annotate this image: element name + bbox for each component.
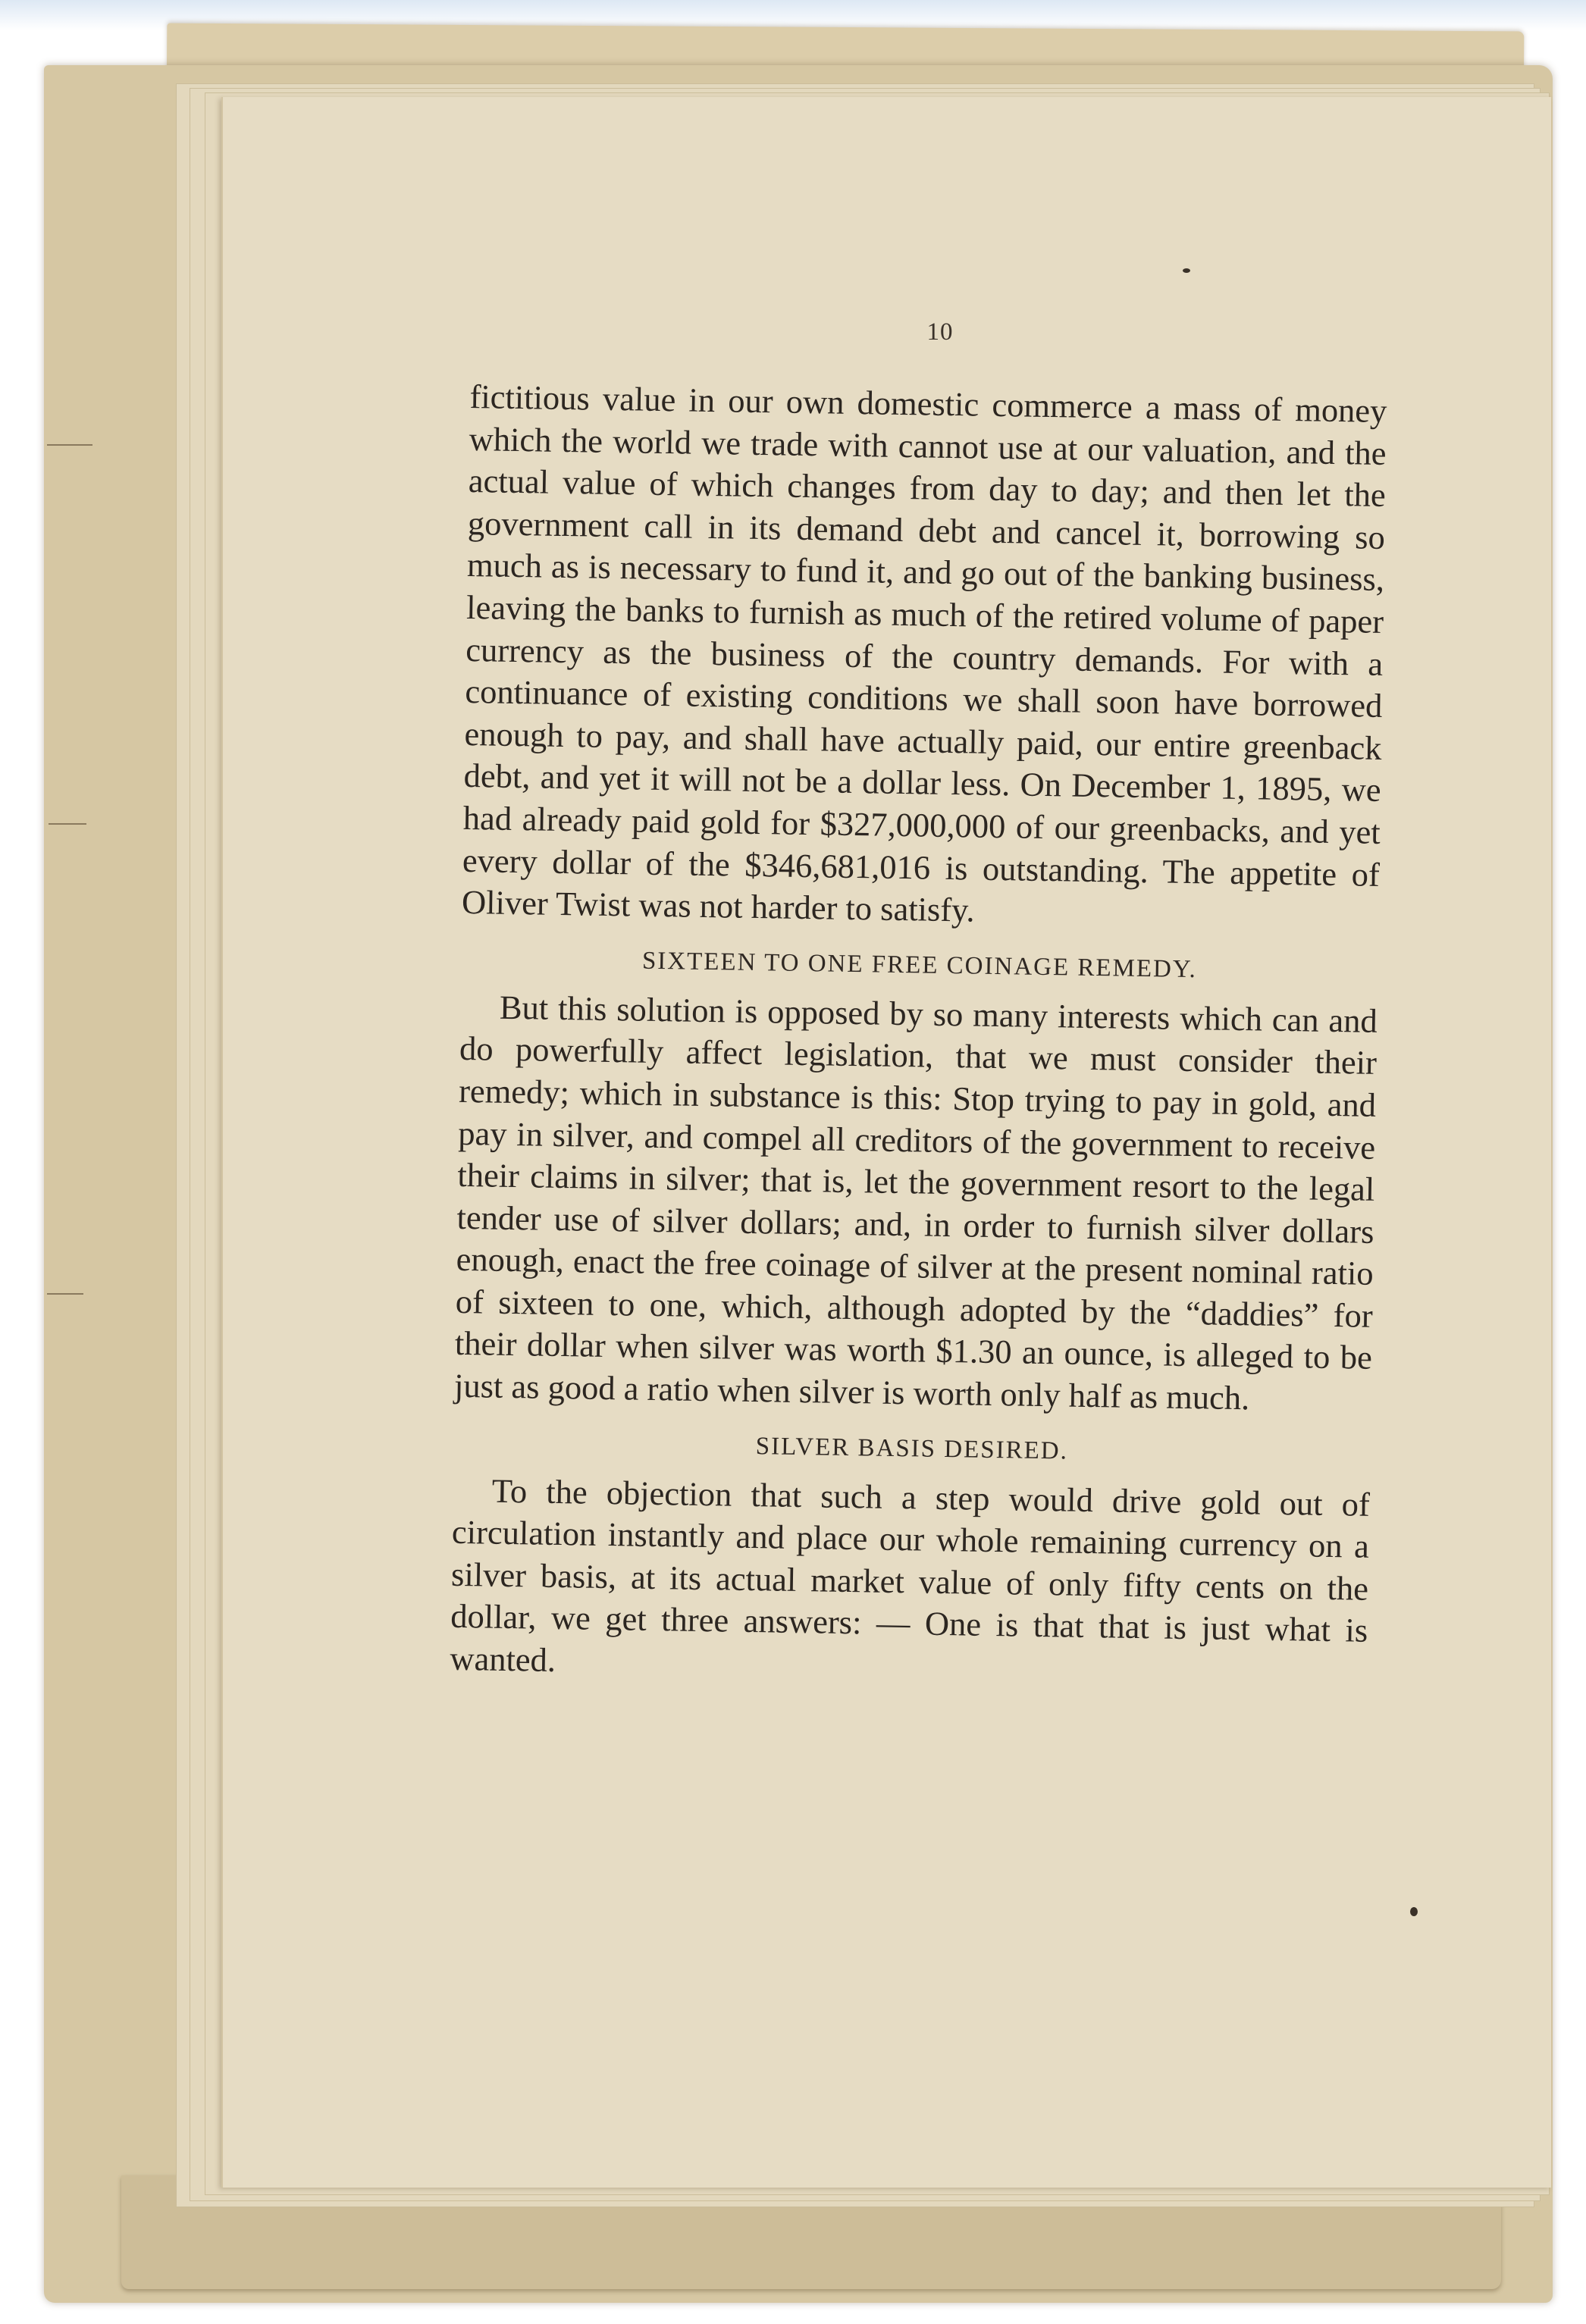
paragraph-free-coinage: But this solution is opposed by so many interests which can and do powerfully affect legislation, that we must consider their remedy; which in substance is this: Stop trying to pay in gold, and pay in silver, and compel all creditors of the government to receive their claims in silver; that is, let the government resort to the legal tender use of silver dollars; and, in order to furnish silver dollars enough, enact the free coinage of silver at the present nominal ratio of sixteen to one, which, although adopted by the “daddies” for their dollar when silver was worth $1.30 an ounce, is alleged to be just as good a ratio when silver is worth only half as much. (453, 988, 1378, 1417)
paragraph-silver-basis: To the objection that such a step would drive gold out of circulation instantly and place our whole remaining currency on a silver basis, at its actual market value of only fifty cents on the dollar, we get three answers: — One is that that is just what is wanted. (450, 1471, 1371, 1680)
page-text (450, 376, 1387, 1694)
paragraph-continuation: fictitious value in our own domestic commerce a mass of money which the world we trade with cannot use at our valuation, and the actual value of which changes from day to day; and then let the government call in its demand debt and cancel it, borrowing so much as is necessary to fund it, and go out of the banking business, leaving the banks to furnish as much of the retired volume of paper currency as the business of the country demands. For with a continuance of existing conditions we shall soon have borrowed enough to pay, and shall have actually paid, our entire greenback debt, and yet it will not be a dollar less. On December 1, 1895, we had already paid gold for $327,000,000 of our greenbacks, and yet every dollar of the $346,681,016 is outstanding. The appetite of Oliver Twist was not harder to satisfy. (461, 377, 1387, 929)
section-heading-free-coinage: SIXTEEN TO ONE FREE COINAGE REMEDY. (641, 947, 1198, 983)
sheet-edge-nick (47, 444, 92, 446)
sheet-edge-nick (47, 1293, 83, 1295)
ink-speck (1183, 268, 1190, 273)
page-number: 10 (926, 318, 954, 346)
sheet-edge-nick (49, 823, 86, 825)
section-heading-silver-basis: SILVER BASIS DESIRED. (755, 1432, 1069, 1465)
ink-speck (1410, 1907, 1418, 1916)
